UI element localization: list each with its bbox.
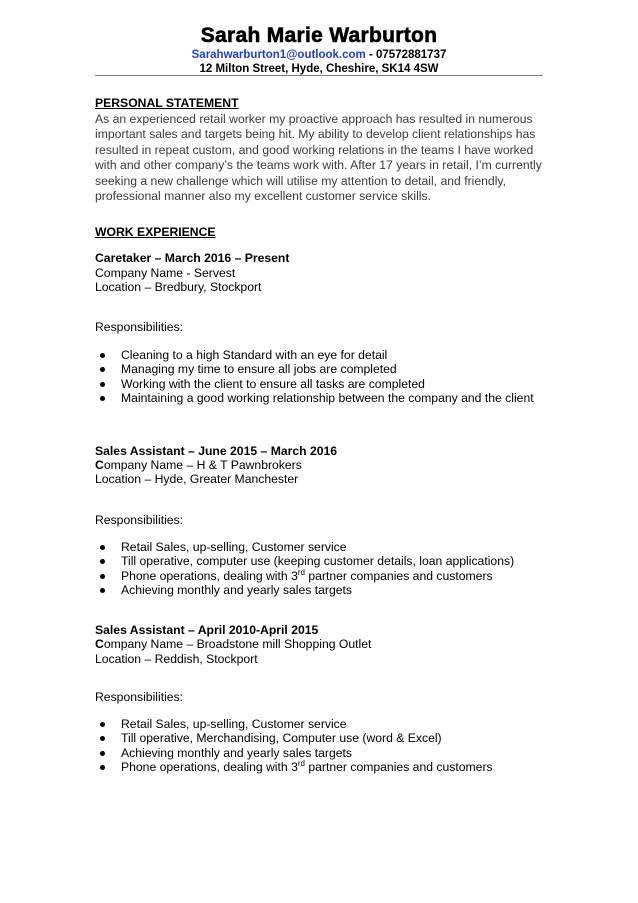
responsibilities-label: Responsibilities:	[95, 690, 184, 704]
job-title: Sales Assistant – April 2010-April 2015	[95, 623, 319, 637]
job-company: Company Name - Servest	[95, 266, 236, 280]
list-item: Managing my time to ensure all jobs are completed	[95, 362, 534, 376]
list-item: Retail Sales, up-selling, Customer service	[95, 540, 514, 554]
personal-statement-text	[95, 112, 540, 204]
ordinal-suffix: rd	[297, 758, 305, 768]
cv-name: Sarah Marie Warburton	[200, 24, 438, 47]
bullet-text: Phone operations, dealing with 3	[121, 759, 298, 774]
statement-line: seeking a new challenge which will utilise my attention to detail, and friendly,	[95, 173, 506, 188]
job-location: Location – Hyde, Greater Manchester	[95, 472, 299, 486]
address-line: 12 Milton Street, Hyde, Cheshire, SK14 4SW	[199, 63, 439, 75]
job-location: Location – Reddish, Stockport	[95, 652, 258, 666]
header-divider	[95, 75, 543, 76]
company-rest: ompany Name – Broadstone mill Shopping Outlet	[103, 637, 372, 651]
bullet-text-rest: partner companies and customers	[304, 759, 493, 774]
statement-line: with and other company’s the teams work with. After 17 years in retail, I’m currently	[95, 158, 542, 173]
personal-statement-heading: PERSONAL STATEMENT	[95, 96, 239, 110]
bullet-text: Phone operations, dealing with 3	[121, 568, 298, 583]
list-item: Retail Sales, up-selling, Customer service	[95, 717, 493, 731]
responsibilities-list	[95, 348, 534, 405]
statement-line: resulted in repeat custom, and good working relations in the teams I have worked	[95, 142, 534, 157]
ordinal-suffix: rd	[297, 567, 305, 577]
responsibilities-label: Responsibilities:	[95, 320, 184, 334]
work-experience-heading: WORK EXPERIENCE	[95, 225, 216, 239]
statement-line: important sales and targets being hit. My ability to develop client relationships has	[95, 127, 536, 142]
contact-line	[0, 49, 638, 61]
list-item	[95, 760, 493, 774]
list-item: Achieving monthly and yearly sales targets	[95, 583, 514, 597]
job-title: Sales Assistant – June 2015 – March 2016	[95, 444, 338, 458]
bullet-text-rest: partner companies and customers	[304, 568, 493, 583]
email-link[interactable]: Sarahwarburton1@outlook.com	[191, 49, 366, 61]
responsibilities-list	[95, 717, 493, 774]
job-company	[95, 637, 545, 652]
company-initial: C	[95, 637, 104, 651]
list-item: Cleaning to a high Standard with an eye for detail	[95, 348, 534, 362]
responsibilities-list	[95, 540, 514, 597]
list-item: Working with the client to ensure all tasks are completed	[95, 377, 534, 391]
statement-line: As an experienced retail worker my proactive approach has resulted in numerous	[95, 112, 533, 126]
job-location: Location – Bredbury, Stockport	[95, 280, 262, 294]
list-item: Till operative, Merchandising, Computer use (word & Excel)	[95, 731, 493, 745]
company-rest: ompany Name – H & T Pawnbrokers	[103, 458, 302, 472]
statement-line: professional manner also my excellent customer service skills.	[95, 189, 431, 204]
list-item	[95, 569, 514, 583]
list-item: Till operative, computer use (keeping customer details, loan applications)	[95, 554, 514, 568]
phone-number: 07572881737	[376, 49, 447, 61]
company-initial: C	[95, 458, 104, 472]
contact-separator: -	[365, 49, 377, 61]
list-item: Achieving monthly and yearly sales targets	[95, 746, 493, 760]
responsibilities-label: Responsibilities:	[95, 513, 184, 527]
list-item: Maintaining a good working relationship between the company and the client	[95, 391, 534, 405]
job-title: Caretaker – March 2016 – Present	[95, 251, 290, 265]
